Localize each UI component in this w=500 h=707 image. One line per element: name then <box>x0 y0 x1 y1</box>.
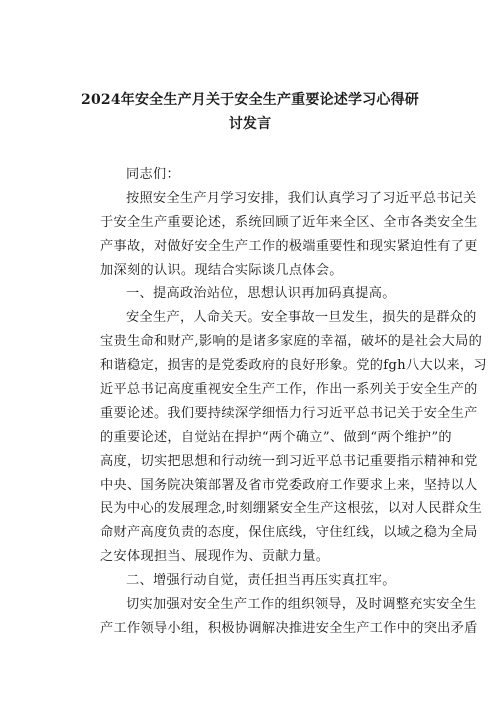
document-body <box>100 163 487 641</box>
text-line: 同志们： <box>126 167 180 182</box>
document-title-continued: 讨发言 <box>228 116 272 132</box>
text-line: 和谐稳定，损害的是党委政府的良好形象。党的fgh八大以来，习 <box>100 358 487 374</box>
text-line: 宝贵生命和财产,影响的是诸多家庭的幸福，破坏的是社会大局的 <box>100 334 483 350</box>
text-line: 近平总书记高度重视安全生产工作，作出一系列关于安全生产的 <box>100 382 478 398</box>
text-line: 产事故，对做好安全生产工作的极端重要性和现实紧迫性有了更 <box>100 238 478 254</box>
text-line: 产工作领导小组，积极协调解决推进安全生产工作中的突出矛盾 <box>100 620 478 636</box>
text-line: 一、提高政治站位，思想认识再加码真提高。 <box>126 286 396 302</box>
text-line: 中央、国务院决策部署及省市党委政府工作要求上来，坚持以人 <box>100 477 478 493</box>
text-line: 高度，切实把思想和行动统一到习近平总书记重要指示精神和党 <box>100 453 478 469</box>
text-line: 民为中心的发展理念,时刻绷紧安全生产这根弦，以对人民群众生 <box>100 501 483 517</box>
text-line: 重要论述。我们要持续深学细悟力行习近平总书记关于安全生产 <box>100 405 478 421</box>
document-title: 2024年安全生产月关于安全生产重要论述学习心得研 <box>81 92 419 108</box>
text-line: 的重要论述，自觉站在捍护“两个确立”、做到“两个维护”的 <box>100 429 452 445</box>
text-line: 命财产高度负责的态度，保住底线，守住红线，以域之稳为全局 <box>100 525 478 541</box>
text-line: 二、增强行动自觉，责任担当再压实真扛牢。 <box>126 573 396 589</box>
text-line: 于安全生产重要论述，系统回顾了近年来全区、全市各类安全生 <box>100 214 478 230</box>
text-line: 切实加强对安全生产工作的组织领导，及时调整充实安全生 <box>126 597 477 613</box>
text-line: 安全生产，人命关天。安全事故一旦发生，损失的是群众的 <box>126 310 477 326</box>
text-line: 之安体现担当、展现作为、贡献力量。 <box>100 549 330 565</box>
text-line: 加深刻的认识。现结合实际谈几点体会。 <box>100 262 343 278</box>
text-line: 按照安全生产月学习安排，我们认真学习了习近平总书记关 <box>126 190 477 206</box>
